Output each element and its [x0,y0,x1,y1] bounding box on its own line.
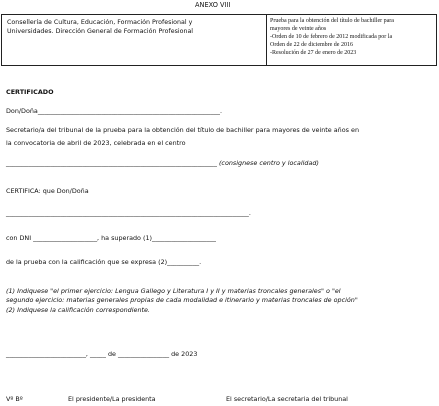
header-right-line: -Resolución de 27 de enero de 2023 [270,50,357,56]
note-1b: segundo ejercicio: materias generales propias de cada modalidad e itinerario y materias troncales de opción" [6,296,358,304]
vb-label: Vº Bº [6,395,23,403]
header-box [1,14,437,66]
secretario-line-1: Secretario/a del tribunal de la prueba para la obtención del título de bachiller para mayores de veinte años en [6,126,359,134]
secretario-line-2: la convocatoria de abril de 2023, celebrada en el centro [6,139,186,147]
date-line: _________________________, _____ de ________________ de 2023 [6,350,198,358]
centro-row [6,159,319,167]
presidente-label: El presidente/La presidenta [68,395,156,403]
header-left-line: Universidades. Dirección General de Formación Profesional [7,28,194,35]
header-left-line: Consellería de Cultura, Educación, Formación Profesional y [7,19,193,26]
centro-note: (consignese centro y localidad) [218,159,319,167]
header-divider [266,15,267,65]
certificado-heading: CERTIFICADO [6,88,54,96]
header-left [7,18,193,36]
dni-line: con DNI ____________________, ha superado (1)____________________ [6,234,216,242]
centro-line: __________________________________________________________________ [6,159,217,167]
header-right-line: mayores de veinte años [270,26,327,32]
note-2: (2) Indiquese la calificación correspondiente. [6,306,150,314]
certifica-heading [6,187,89,195]
header-right [270,17,394,57]
note-1a: (1) Indiquese "el primer ejercicio: Lengua Gallego y Literatura I y II y materias troncales generales" o "el [6,287,341,295]
header-right-line: Orden de 22 de diciembre de 2016 [270,42,353,48]
document-title: ANEXO VIII [195,1,231,9]
certifica-text: CERTIFICA: que Don/Doña [6,187,89,195]
don-dona-line: Don/Doña_________________________________________________________. [6,107,222,115]
calificacion-line: de la prueba con la calificación que se expresa (2)__________. [6,258,202,266]
header-right-line: -Orden de 10 de febrero de 2012 modificada por la [270,34,393,40]
header-right-line: Prueba para la obtención del título de bachiller para [270,18,394,24]
secretario-sign-label: El secretario/La secretaria del tribunal [226,395,348,403]
name-line: ____________________________________________________________________________. [6,209,251,217]
